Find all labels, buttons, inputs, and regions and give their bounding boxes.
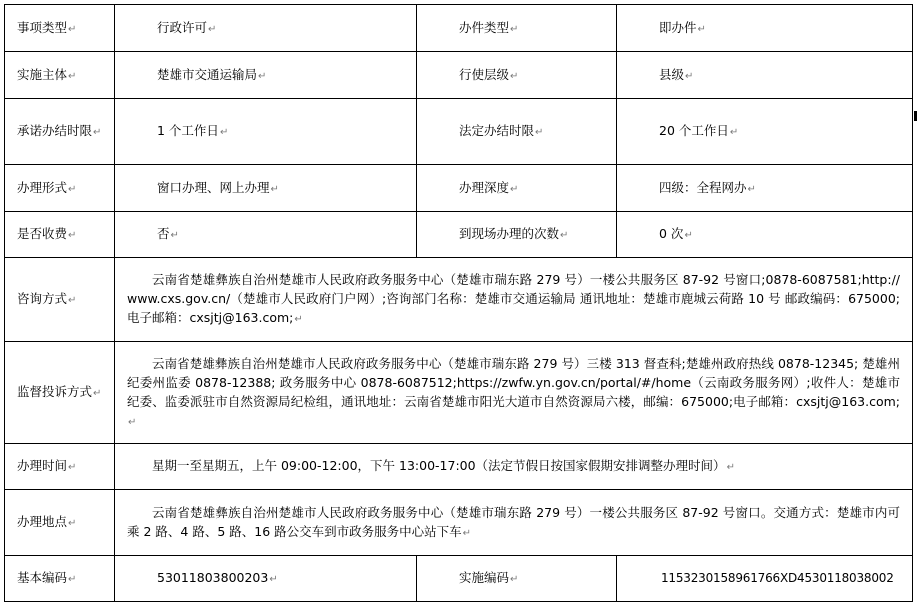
- table-row: [5, 490, 913, 556]
- promise-time-value: 1 个工作日↵: [115, 99, 417, 165]
- table-row: [5, 342, 913, 444]
- office-hours-value: 星期一至星期五，上午 09:00-12:00，下午 13:00-17:00（法定节假日按国家假期安排调整办理时间）↵: [115, 444, 913, 490]
- promise-time-label: 承诺办结时限↵: [5, 99, 115, 165]
- exercise-level-value: 县级↵: [617, 52, 913, 99]
- implementer-value: 楚雄市交通运输局↵: [115, 52, 417, 99]
- visit-count-label: 到现场办理的次数↵: [417, 212, 617, 258]
- handle-depth-label: 办理深度↵: [417, 165, 617, 212]
- table-row: [5, 165, 913, 212]
- table-row: [5, 212, 913, 258]
- table-row: [5, 258, 913, 342]
- legal-time-label: 法定办结时限↵: [417, 99, 617, 165]
- table-row: [5, 5, 913, 52]
- matter-type-value: 行政许可↵: [115, 5, 417, 52]
- legal-time-value: 20 个工作日↵: [617, 99, 913, 165]
- complaint-value: 云南省楚雄彝族自治州楚雄市人民政府政务服务中心（楚雄市瑞东路 279 号）三楼 313 督查科;楚雄州政府热线 0878-12345; 楚雄州纪委州监委 0878-12388; 政务服务中心 0878-6087512;https://zwfw.yn.gov.cn/portal/#/home（云南政务服务网）;收件人：楚雄市纪委、监委派驻市自然资源局纪检组，通讯地址：云南省楚雄市阳光大道市自然资源局六楼，邮编：675000;电子邮箱：cxsjtj@163.com;↵: [115, 342, 913, 444]
- handle-depth-value: 四级：全程网办↵: [617, 165, 913, 212]
- location-label: 办理地点↵: [5, 490, 115, 556]
- matter-info-table: [4, 4, 913, 602]
- table-row: [5, 99, 913, 165]
- handle-form-value: 窗口办理、网上办理↵: [115, 165, 417, 212]
- table-row: [5, 52, 913, 99]
- location-value: 云南省楚雄彝族自治州楚雄市人民政府政务服务中心（楚雄市瑞东路 279 号）一楼公共服务区 87-92 号窗口。交通方式：楚雄市内可乘 2 路、4 路、5 路、16 路公交车到市政务服务中心站下车↵: [115, 490, 913, 556]
- charge-label: 是否收费↵: [5, 212, 115, 258]
- complaint-label: 监督投诉方式↵: [5, 342, 115, 444]
- table-row: [5, 444, 913, 490]
- basic-code-label: 基本编码↵: [5, 556, 115, 602]
- implement-code-label: 实施编码↵: [417, 556, 617, 602]
- exercise-level-label: 行使层级↵: [417, 52, 617, 99]
- table-row: [5, 556, 913, 602]
- visit-count-value: 0 次↵: [617, 212, 913, 258]
- case-type-value: 即办件↵: [617, 5, 913, 52]
- basic-code-value: 53011803800203↵: [115, 556, 417, 602]
- case-type-label: 办件类型↵: [417, 5, 617, 52]
- charge-value: 否↵: [115, 212, 417, 258]
- matter-type-label: 事项类型↵: [5, 5, 115, 52]
- consult-value: 云南省楚雄彝族自治州楚雄市人民政府政务服务中心（楚雄市瑞东路 279 号）一楼公共服务区 87-92 号窗口;0878-6087581;http://www.cxs.gov.cn/（楚雄市人民政府门户网）;咨询部门名称：楚雄市交通运输局 通讯地址：楚雄市鹿城云荷路 10 号 邮政编码：675000;电子邮箱：cxsjtj@163.com;↵: [115, 258, 913, 342]
- consult-label: 咨询方式↵: [5, 258, 115, 342]
- handle-form-label: 办理形式↵: [5, 165, 115, 212]
- implementer-label: 实施主体↵: [5, 52, 115, 99]
- office-hours-label: 办理时间↵: [5, 444, 115, 490]
- implement-code-value: 11532301589617​66XD4530118038002: [617, 556, 913, 602]
